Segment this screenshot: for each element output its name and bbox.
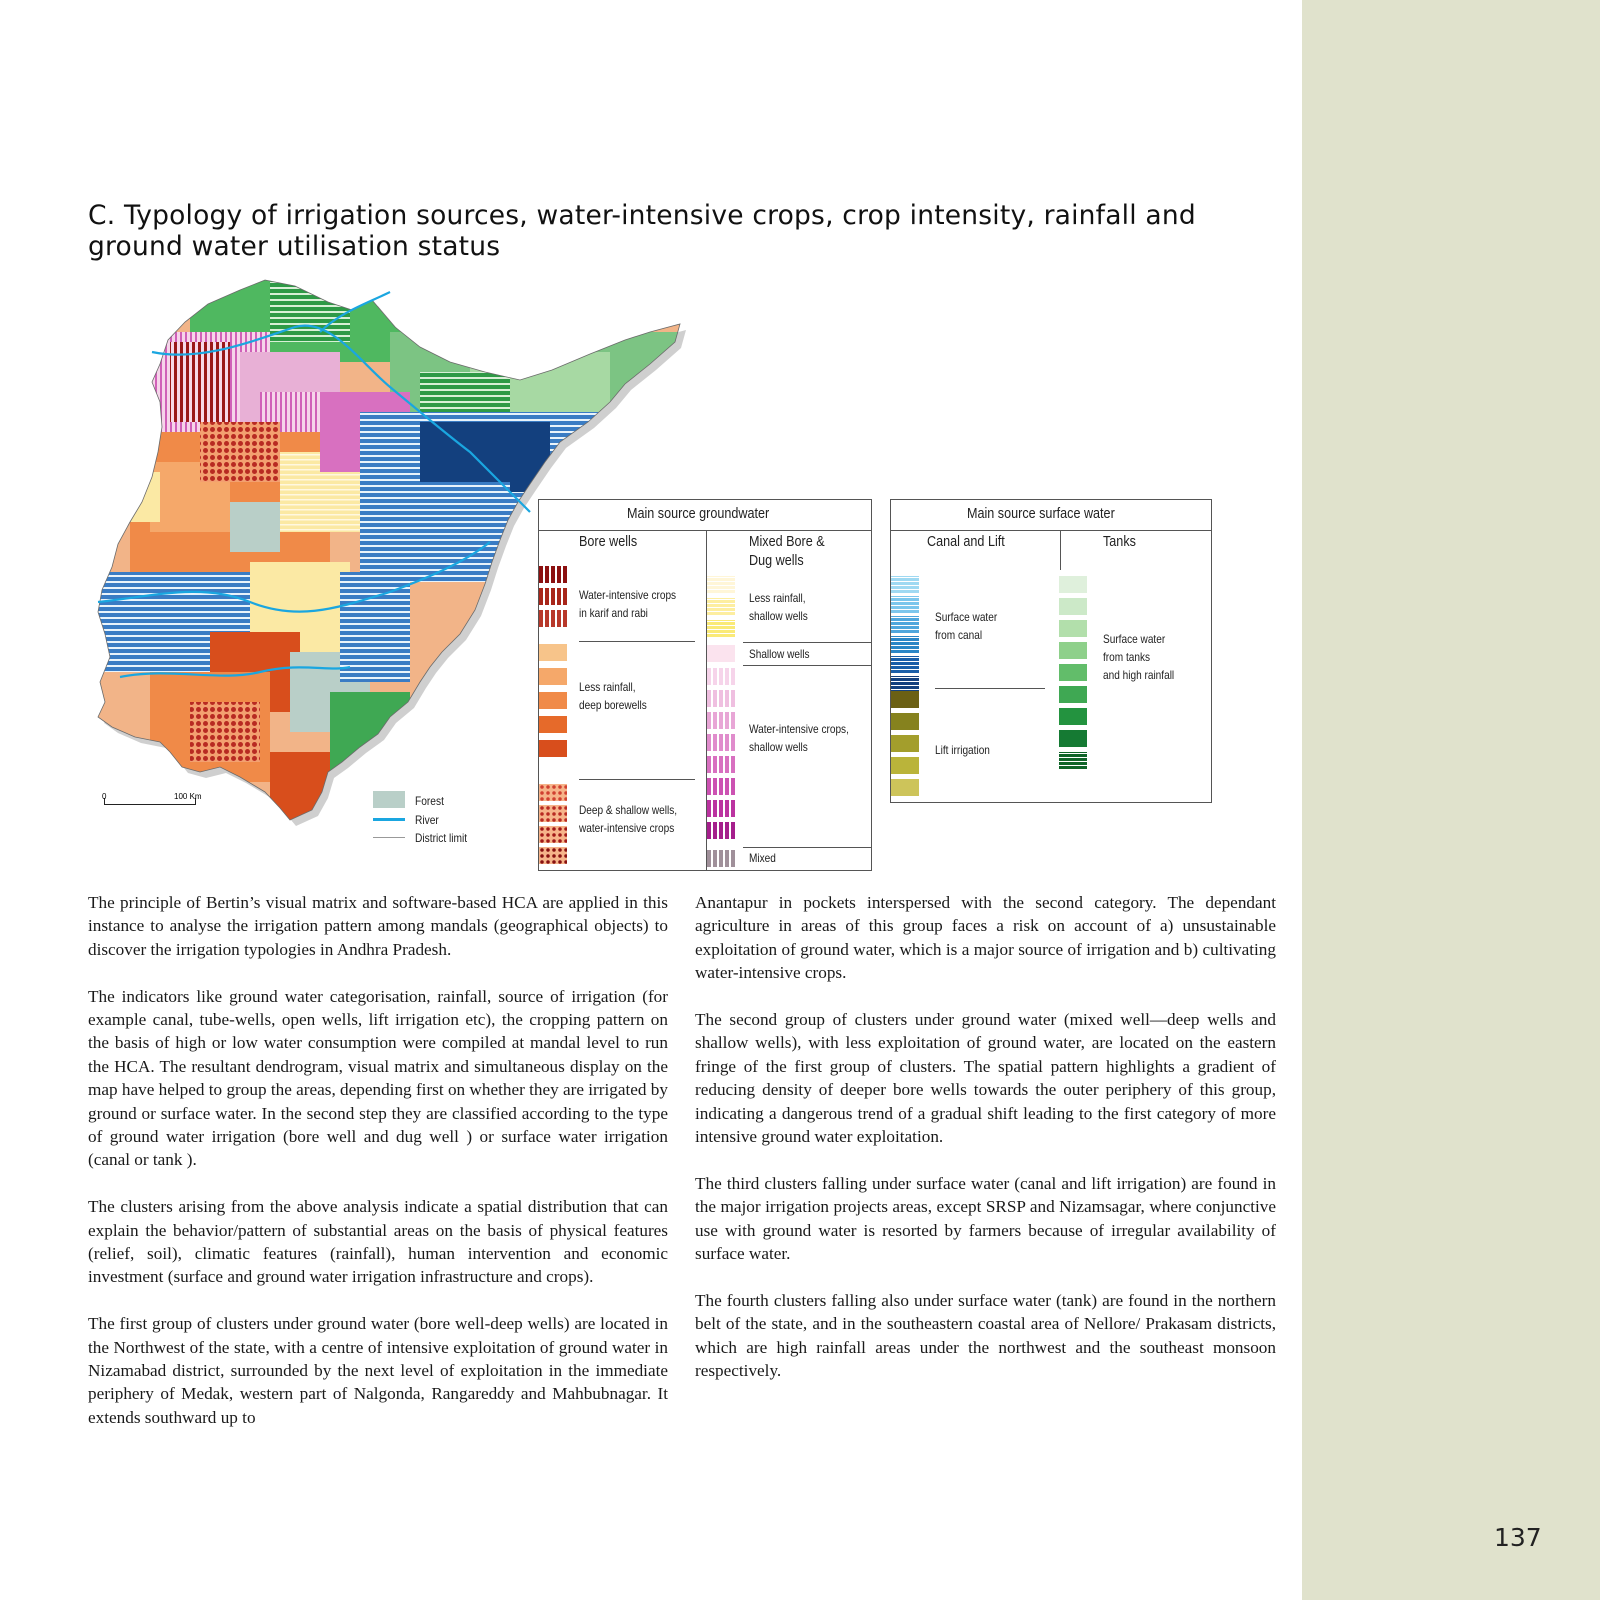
tank-green-swatch [1059,730,1087,747]
bore-wells-header: Bore wells [579,533,638,550]
canal-label-a2: from canal [935,628,983,642]
bore-dots-swatch [539,784,567,801]
bore-label-c2: water-intensive crops [579,821,675,835]
mixed-magenta-swatch [707,690,735,707]
bore-dots-swatch [539,805,567,822]
canal-blue-swatch [891,596,919,613]
body-column-right [695,891,1276,1406]
tanks-header: Tanks [1103,533,1136,550]
lift-olive-swatch [891,713,919,730]
bore-red-swatch [539,588,567,605]
mixed-label-b: Shallow wells [749,647,810,661]
bore-dots-swatch [539,847,567,864]
mixed-magenta-swatch [707,822,735,839]
tank-green-swatch [1059,642,1087,659]
bore-label-b1: Less rainfall, [579,680,636,694]
bore-dots-swatch [539,826,567,843]
mixed-wells-header-line2: Dug wells [749,552,804,569]
paragraph: The first group of clusters under ground water (bore well-deep wells) are located in the Northwest of the state, with a centre of intensive exploitation of ground water in Nizamabad district, surrounded by the next level of exploitation in the immediate periphery of Medak, western part of Nalgonda, Rangareddy and Mahbubnagar. It extends southward up to [88,1314,668,1427]
forest-swatch [373,791,405,808]
tank-label-a3: and high rainfall [1103,668,1175,682]
mixed-magenta-swatch [707,734,735,751]
tank-green-swatch [1059,686,1087,703]
legend-surface-water [890,499,1212,803]
bore-orange-swatch [539,644,567,661]
bore-orange-swatch [539,668,567,685]
bore-red-swatch [539,610,567,627]
canal-lift-header: Canal and Lift [927,533,1005,550]
mixed-magenta-swatch [707,800,735,817]
canal-label-a1: Surface water [935,610,998,624]
legend-district-label: District limit [415,831,468,845]
lift-olive-swatch [891,757,919,774]
bore-orange-swatch [539,740,567,757]
paragraph: The fourth clusters falling also under surface water (tank) are found in the northern belt of the state, and in the southeastern coastal area of Nellore/ Prakasam districts, which are high rainfall areas under the northwest and the southeast monsoon respectively. [695,1290,1276,1381]
scale-bar [100,794,200,810]
tank-green-swatch [1059,576,1087,593]
scale-zero-label: 0 [102,792,107,801]
scale-distance-label: 100 Km [174,792,202,801]
tank-green-swatch [1059,620,1087,637]
bore-label-a2: in karif and rabi [579,606,648,620]
mixed-magenta-swatch [707,756,735,773]
paragraph: The second group of clusters under ground water (mixed well—deep wells and shallow wells), with less exploitation of ground water, are located on the eastern fringe of the first group of clusters. The spatial pattern highlights a gradient of reducing density of deeper bore wells towards the outer periphery of this group, indicating a dangerous trend of a gradual shift leading to the first category of more intensive ground water exploitation. [695,1010,1276,1147]
legend-river-label: River [415,812,439,827]
surface-water-header: Main source surface water [967,505,1115,522]
district-limit-swatch [373,837,405,838]
tank-green-swatch [1059,664,1087,681]
lift-olive-swatch [891,691,919,708]
mixed-yellow-swatch [707,576,735,593]
bore-orange-swatch [539,692,567,709]
lift-olive-swatch [891,779,919,796]
mixed-pink-swatch [707,645,735,662]
canal-blue-swatch [891,576,919,593]
paragraph: The third clusters falling under surface water (canal and lift irrigation) are found in the major irrigation projects areas, except SRSP and Nizamsagar, where conjunctive use with ground water is resorted by farmers because of irregular availability of surface water. [695,1173,1276,1264]
mixed-magenta-swatch [707,668,735,685]
paragraph: The indicators like ground water categorisation, rainfall, source of irrigation (for example canal, tube-wells, open wells, lift irrigation etc), the cropping pattern on the basis of high or low water consumption were compiled at mandal level to run the HCA. The resultant dendrogram, visual matrix and simultaneous display on the map have helped to group the areas, depending first on whether they are irrigated by ground or surface water. In the second step they are classified according to the type of ground water irrigation (bore well and dug well ) or surface water irrigation (canal or tank ). [88,986,668,1170]
bore-label-c1: Deep & shallow wells, [579,803,678,817]
mixed-magenta-swatch [707,712,735,729]
tank-label-a1: Surface water [1103,632,1166,646]
mixed-label-c2: shallow wells [749,740,808,754]
lift-olive-swatch [891,735,919,752]
canal-blue-swatch [891,616,919,633]
mixed-yellow-swatch [707,598,735,615]
mixed-wells-header-line1: Mixed Bore & [749,533,825,550]
bore-label-a1: Water-intensive crops [579,588,677,602]
mixed-label-a1: Less rainfall, [749,591,806,605]
body-column-left [88,891,668,1453]
page-number: 137 [1494,1523,1542,1552]
legend-groundwater [538,499,872,871]
lift-irrigation-label: Lift irrigation [935,743,990,757]
mixed-grey-swatch [707,850,735,867]
bore-label-b2: deep borewells [579,698,647,712]
paragraph: Anantapur in pockets interspersed with the second category. The dependant agriculture in areas of this group faces a risk on account of a) unsustainable exploitation of ground water, which is a major source of irrigation and b) cultivating water-intensive crops. [695,893,1276,983]
river-swatch [373,818,405,821]
groundwater-header: Main source groundwater [627,505,770,522]
tank-label-a2: from tanks [1103,650,1151,664]
mixed-label-c1: Water-intensive crops, [749,722,849,736]
mixed-label-a2: shallow wells [749,609,808,623]
figure-title: C. Typology of irrigation sources, water-intensive crops, crop intensity, rainfall and ground water utilisation status [88,200,1196,262]
canal-blue-swatch [891,636,919,653]
mixed-label-d: Mixed [749,851,776,865]
legend-forest-label: Forest [415,794,444,808]
mixed-yellow-swatch [707,620,735,637]
page-margin-band [1302,0,1600,1600]
paragraph: The clusters arising from the above analysis indicate a spatial distribution that can explain the behavior/pattern of substantial areas on the basis of physical features (relief, soil), climatic features (rainfall), human intervention and economic investment (surface and ground water irrigation infrastructure and crops). [88,1197,668,1287]
bore-red-swatch [539,566,567,583]
bore-orange-swatch [539,716,567,733]
tank-green-swatch [1059,708,1087,725]
tank-green-swatch [1059,598,1087,615]
tank-green-swatch [1059,752,1087,769]
canal-blue-swatch [891,656,919,673]
paragraph: The principle of Bertin’s visual matrix and software-based HCA are applied in this instance to analyse the irrigation pattern among mandals (geographical objects) to discover the irrigation typologies in Andhra Pradesh. [88,893,668,959]
mixed-magenta-swatch [707,778,735,795]
